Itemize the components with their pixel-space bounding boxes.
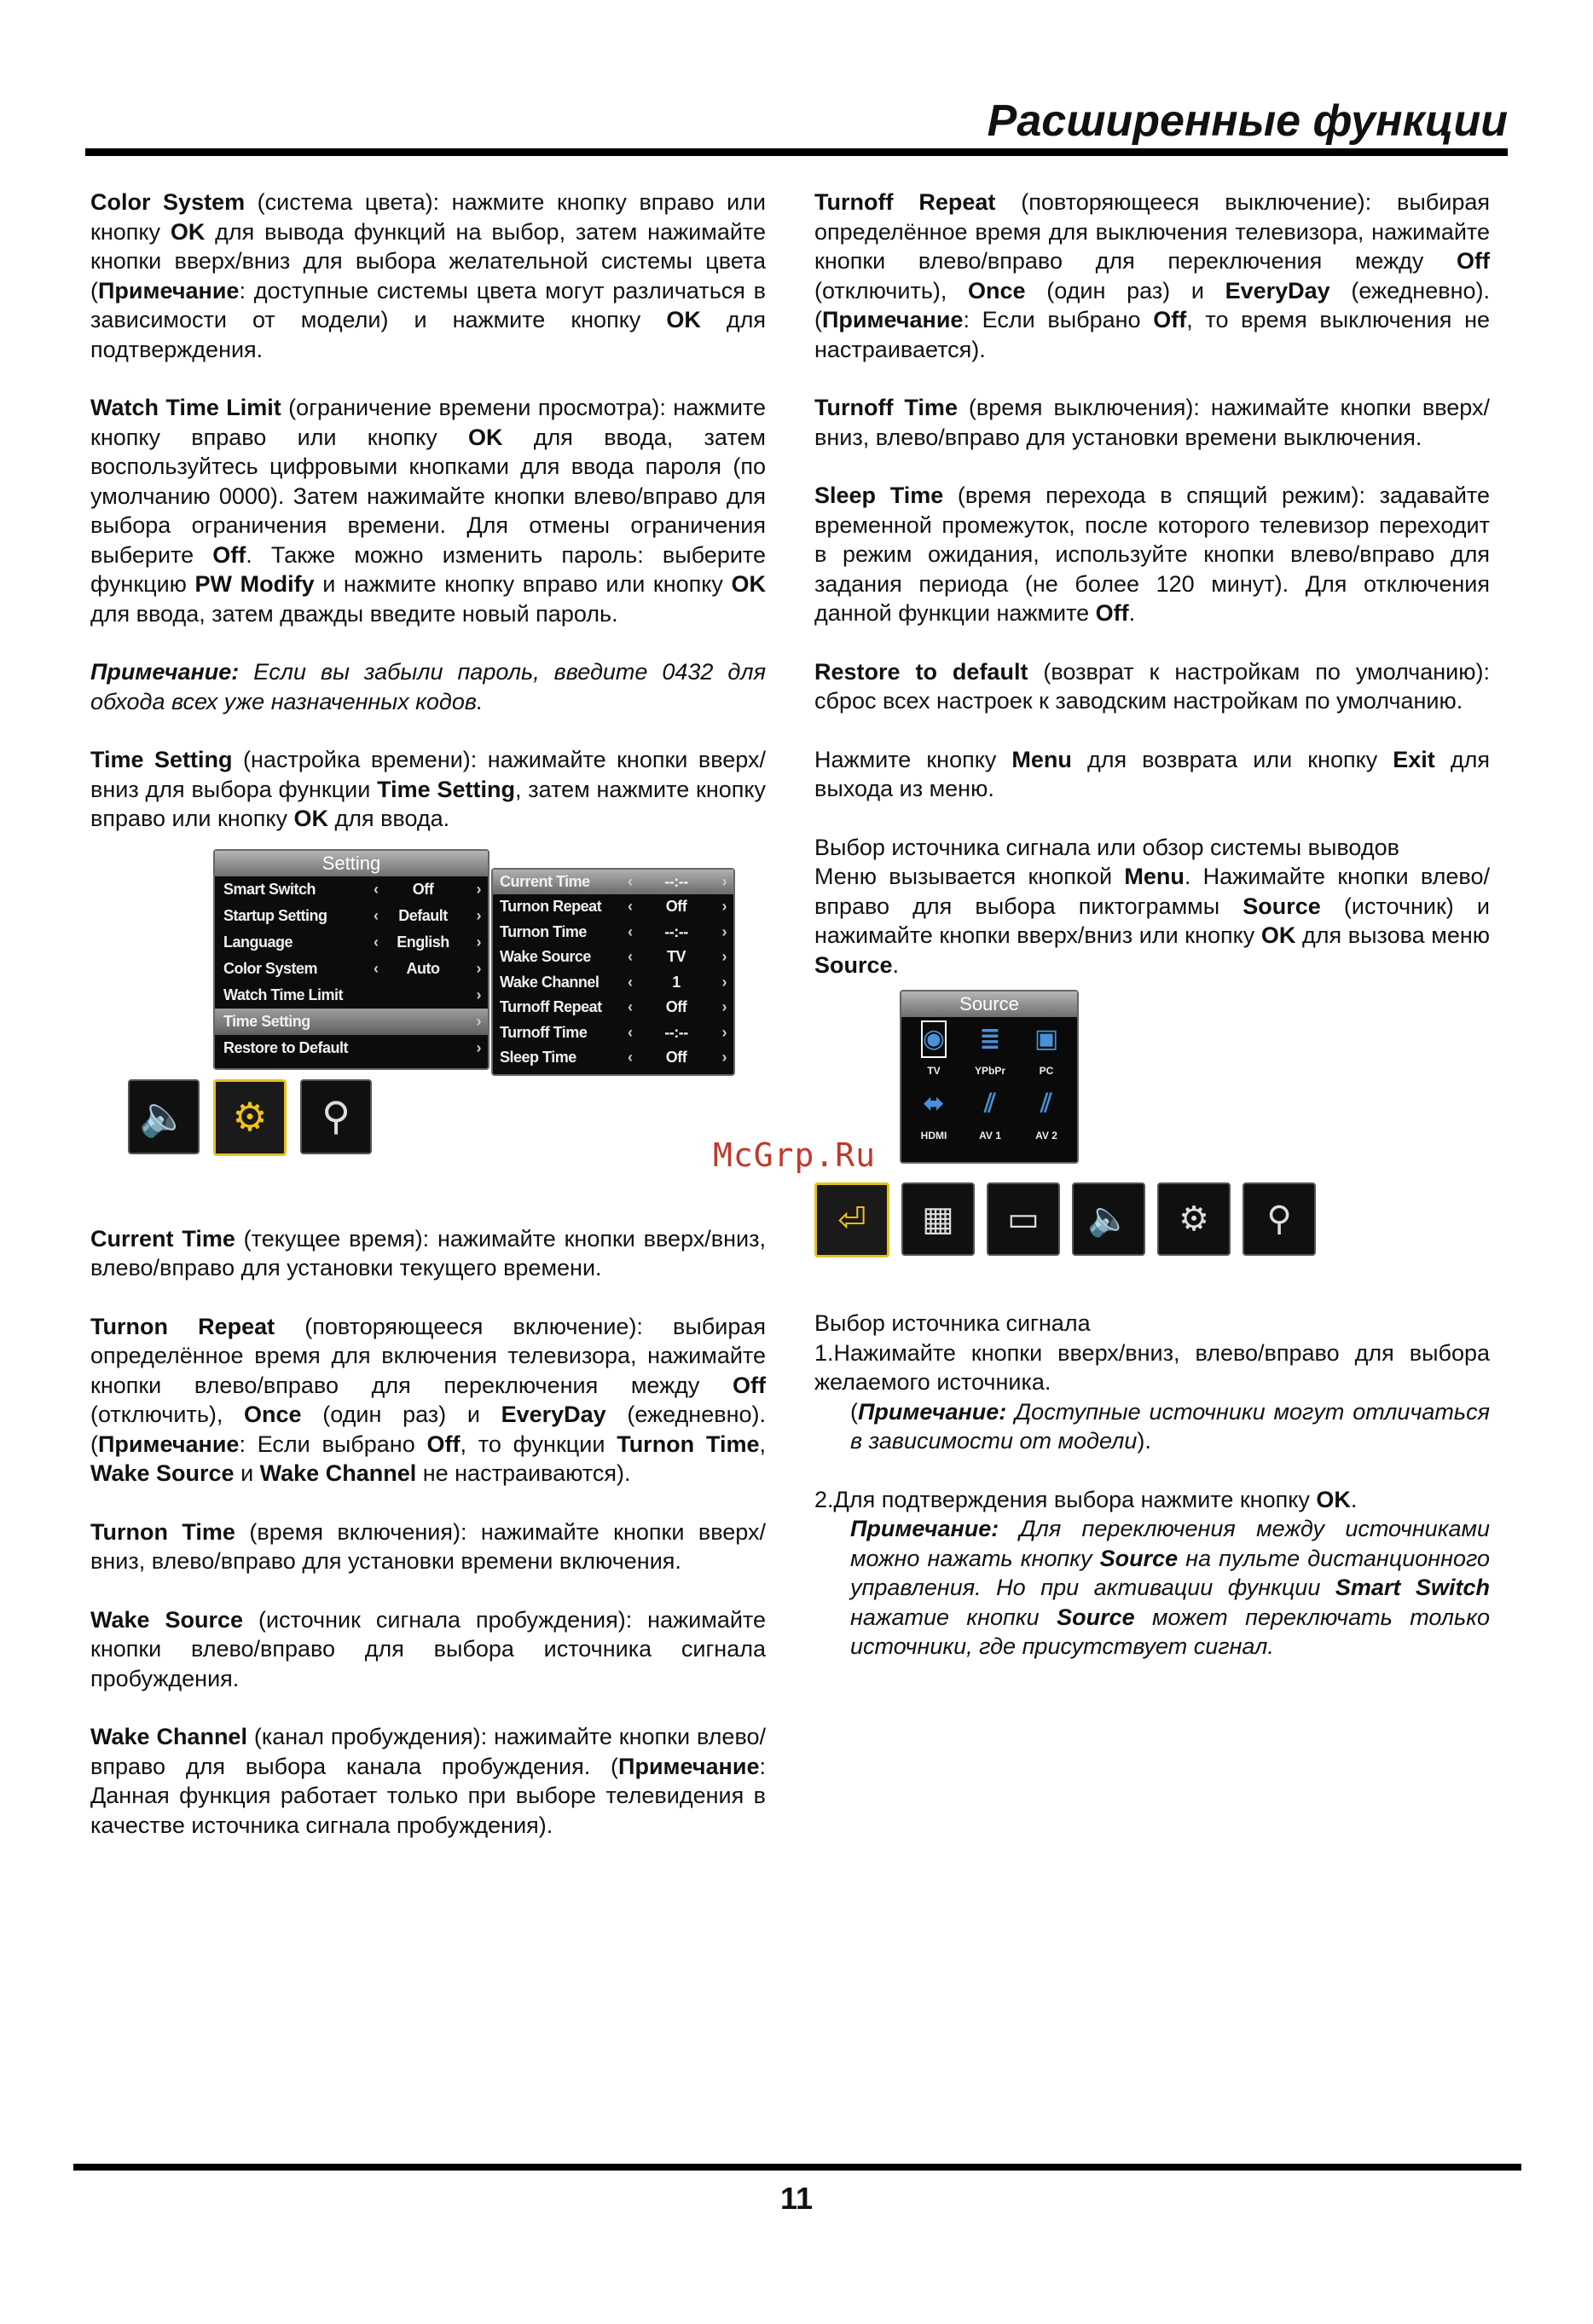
text: (настройка времени): нажимайте кнопки вверх/вниз для выбора функции bbox=[90, 747, 766, 802]
time-menu-item[interactable] bbox=[493, 870, 733, 895]
chevron-right-icon[interactable]: › bbox=[721, 872, 727, 890]
note-label: Примечание bbox=[98, 277, 240, 304]
setting-menu-item[interactable] bbox=[215, 903, 488, 929]
source-option[interactable] bbox=[1021, 1090, 1072, 1150]
chevron-right-icon[interactable]: › bbox=[476, 933, 481, 951]
settings-gear-icon[interactable]: ⚙ bbox=[213, 1079, 287, 1156]
source-option-label: TV bbox=[927, 1064, 941, 1077]
note-label: Примечание bbox=[98, 1431, 240, 1457]
time-menu-item-label: Turnoff Repeat bbox=[500, 998, 602, 1015]
step-2 bbox=[814, 1485, 1490, 1515]
time-menu-item-value: Off bbox=[665, 1049, 687, 1066]
source-option-icon: ⫽ bbox=[1040, 1089, 1052, 1118]
chevron-left-icon[interactable]: ‹ bbox=[628, 973, 633, 991]
source-option[interactable] bbox=[964, 1090, 1016, 1150]
source-option[interactable] bbox=[908, 1090, 959, 1150]
text: (повторяющееся включение): выбирая определённое время для включения телевизора, нажимайте кнопки влево/вправо для переключения между bbox=[90, 1313, 767, 1398]
setting-panel bbox=[213, 849, 489, 1070]
text: (текущее время): нажимайте кнопки вверх/вниз, влево/вправо для установки текущего времени. bbox=[90, 1225, 766, 1281]
chevron-right-icon[interactable]: › bbox=[721, 922, 727, 940]
setting-menu-screenshot bbox=[90, 849, 766, 1199]
key: Source bbox=[814, 951, 893, 978]
step-number: 2. bbox=[814, 1486, 834, 1512]
time-menu-item[interactable] bbox=[493, 1045, 733, 1071]
setting-menu-item-value: English bbox=[397, 933, 449, 951]
source-select-heading: Выбор источника сигнала bbox=[814, 1310, 1091, 1336]
time-menu-item-label: Wake Channel bbox=[500, 973, 600, 991]
key: OK bbox=[293, 806, 328, 831]
text: (отключить), bbox=[90, 1402, 245, 1427]
chevron-right-icon[interactable]: › bbox=[476, 959, 481, 977]
key: OK bbox=[666, 307, 701, 332]
step-1-note bbox=[814, 1397, 1490, 1456]
sound-icon[interactable]: 🔈 bbox=[128, 1079, 200, 1154]
chevron-left-icon[interactable]: ‹ bbox=[628, 948, 633, 965]
text: Доступные источники могут отличаться в зависимости от модели bbox=[850, 1398, 1490, 1454]
setting-menu-item-label: Language bbox=[223, 933, 293, 951]
source-option-icon: ◉ bbox=[923, 1022, 945, 1056]
color-system-paragraph bbox=[90, 188, 766, 364]
source-grid bbox=[901, 1017, 1077, 1159]
source-option-label: YPbPr bbox=[974, 1064, 1005, 1077]
note-label: Примечание: bbox=[90, 659, 240, 685]
chevron-right-icon[interactable]: › bbox=[721, 973, 727, 991]
key: OK bbox=[731, 571, 766, 597]
text: : Если выбрано bbox=[963, 307, 1154, 332]
setting-menu-item[interactable] bbox=[215, 1009, 488, 1035]
settings-gear-icon[interactable]: ⚙ bbox=[1157, 1182, 1231, 1256]
turnon-time-paragraph bbox=[90, 1518, 766, 1576]
time-menu-item-label: Current Time bbox=[500, 872, 590, 890]
text: может переключать только источники, где присутствует сигнал. bbox=[850, 1604, 1490, 1659]
note-label: Примечание: bbox=[850, 1516, 999, 1541]
source-menu-screenshot bbox=[814, 990, 1490, 1288]
text: (источник сигнала пробуждения): нажимайте кнопки влево/вправо для выбора источника сигнала пробуждения. bbox=[90, 1606, 766, 1691]
screen-icon[interactable]: ▭ bbox=[987, 1182, 1060, 1256]
time-menu-item[interactable] bbox=[493, 920, 733, 945]
sound-icon[interactable]: 🔈 bbox=[1072, 1182, 1145, 1256]
text: нажатие кнопки bbox=[850, 1604, 1057, 1630]
key: Source bbox=[1057, 1604, 1135, 1630]
note-label: Примечание bbox=[618, 1753, 760, 1779]
key: EveryDay bbox=[501, 1402, 606, 1427]
chevron-right-icon[interactable]: › bbox=[476, 1038, 481, 1056]
top-rule bbox=[85, 148, 1508, 156]
time-menu-item[interactable] bbox=[493, 995, 733, 1020]
key: OK bbox=[1316, 1486, 1351, 1512]
text: (один раз) и bbox=[1025, 277, 1225, 304]
text: и нажмите кнопку вправо или кнопку bbox=[314, 571, 732, 597]
time-menu-item[interactable] bbox=[493, 1020, 733, 1046]
chevron-right-icon[interactable]: › bbox=[721, 1023, 727, 1041]
source-option-label: AV 2 bbox=[1035, 1129, 1057, 1142]
time-menu-item-value: --:-- bbox=[664, 1023, 688, 1041]
term: Restore to default bbox=[814, 658, 1028, 685]
text: , bbox=[759, 1431, 766, 1457]
key: Off bbox=[426, 1431, 461, 1457]
text: . Нажимайте кнопки влево/вправо для выбора пиктограммы bbox=[814, 864, 1490, 919]
text: . bbox=[1128, 600, 1136, 626]
setting-menu-item[interactable] bbox=[215, 982, 488, 1009]
text: . bbox=[892, 951, 900, 978]
wake-channel-paragraph bbox=[90, 1722, 766, 1840]
chevron-right-icon[interactable]: › bbox=[721, 998, 727, 1015]
text: не настраиваются). bbox=[416, 1460, 631, 1486]
source-option[interactable] bbox=[1021, 1026, 1072, 1085]
text: ( bbox=[850, 1398, 858, 1425]
setting-menu-item-label: Startup Setting bbox=[223, 906, 327, 924]
source-option-label: AV 1 bbox=[979, 1129, 1001, 1142]
setting-menu-item-label: Restore to Default bbox=[223, 1038, 349, 1056]
wake-source-paragraph bbox=[90, 1605, 766, 1694]
text: для ввода, затем дважды введите новый пароль. bbox=[90, 600, 618, 627]
text: для вызова меню bbox=[1295, 922, 1490, 948]
key: PW Modify bbox=[194, 571, 315, 597]
text: (ограничение времени просмотра): нажмите кнопку вправо или кнопку bbox=[90, 395, 766, 450]
text: (повторяющееся выключение): выбирая определённое время для выключения телевизора, нажимайте кнопки влево/вправо для переключения между bbox=[814, 189, 1490, 274]
key: Once bbox=[968, 277, 1026, 304]
key: EveryDay bbox=[1225, 277, 1330, 304]
text: Меню вызывается кнопкой bbox=[814, 864, 1125, 889]
time-menu-item-value: --:-- bbox=[664, 922, 688, 940]
text: Если вы забыли пароль, введите 0432 для обхода всех уже назначенных кодов. bbox=[90, 659, 766, 714]
time-menu-item-value: 1 bbox=[672, 973, 681, 991]
search-icon[interactable]: ⚲ bbox=[1243, 1182, 1316, 1256]
turnon-repeat-paragraph bbox=[90, 1312, 766, 1489]
source-panel bbox=[900, 990, 1079, 1164]
note-label: Примечание bbox=[822, 307, 964, 332]
time-setting-panel bbox=[491, 868, 735, 1076]
restore-paragraph bbox=[814, 657, 1490, 716]
time-menu-item-label: Turnoff Time bbox=[500, 1023, 588, 1041]
term: Sleep Time bbox=[814, 483, 944, 508]
sleep-time-paragraph bbox=[814, 481, 1490, 628]
setting-menu-item-label: Time Setting bbox=[223, 1012, 310, 1030]
term: Turnon Repeat bbox=[90, 1313, 275, 1339]
text: (время включения): нажимайте кнопки вверх/вниз, влево/вправо для установки времени включения. bbox=[90, 1518, 767, 1574]
text: , то время выключения не настраивается). bbox=[814, 307, 1490, 362]
term: Turnon Time bbox=[90, 1518, 235, 1545]
source-option[interactable] bbox=[908, 1026, 959, 1085]
source-option-icon: ⫽ bbox=[984, 1089, 996, 1118]
key: Off bbox=[1095, 600, 1129, 626]
page-title: Расширенные функции bbox=[987, 96, 1508, 146]
watch-time-paragraph bbox=[90, 393, 766, 628]
chevron-right-icon[interactable]: › bbox=[476, 1012, 481, 1030]
key: Menu bbox=[1011, 746, 1072, 772]
text: . bbox=[1350, 1486, 1358, 1512]
text: Нажимайте кнопки вверх/вниз, влево/вправо для выбора желаемого источника. bbox=[814, 1339, 1490, 1395]
setting-menu-item-value: Off bbox=[412, 880, 434, 898]
text: (ежедневно). ( bbox=[90, 1402, 766, 1457]
time-menu-item[interactable] bbox=[493, 970, 733, 996]
chevron-right-icon[interactable]: › bbox=[476, 906, 481, 924]
setting-rows bbox=[215, 876, 488, 1061]
key: Smart Switch bbox=[1335, 1575, 1490, 1600]
text: . Также можно изменить пароль: выберите функцию bbox=[90, 541, 767, 597]
key: Turnon Time bbox=[617, 1431, 760, 1457]
chevron-left-icon[interactable]: ‹ bbox=[628, 1023, 633, 1041]
term: Wake Source bbox=[90, 1606, 244, 1633]
text: (система цвета): нажмите кнопку вправо или кнопку bbox=[90, 189, 766, 245]
step-number: 1. bbox=[814, 1339, 834, 1366]
time-menu-item-value: --:-- bbox=[664, 872, 688, 890]
chevron-left-icon[interactable]: ‹ bbox=[374, 959, 379, 977]
note-label: Примечание: bbox=[858, 1398, 1007, 1425]
key: Exit bbox=[1393, 746, 1435, 772]
chevron-right-icon[interactable]: › bbox=[721, 898, 727, 915]
key: Off bbox=[733, 1372, 766, 1398]
time-menu-item-value: TV bbox=[666, 948, 686, 965]
text: Для подтверждения выбора нажмите кнопку bbox=[833, 1486, 1317, 1512]
time-rows bbox=[493, 870, 733, 1071]
text: для ввода, затем воспользуйтесь цифровыми кнопками для ввода пароля (по умолчанию 0000). Затем нажимайте кнопки влево/вправо для выбора ограничения времени. Для отмены ограничения выберите bbox=[90, 424, 766, 568]
time-menu-item-value: Off bbox=[665, 898, 687, 915]
page-number: 11 bbox=[779, 2181, 814, 2216]
left-column bbox=[90, 188, 766, 1869]
key: OK bbox=[170, 218, 206, 245]
chevron-left-icon[interactable]: ‹ bbox=[628, 898, 633, 915]
setting-panel-title: Setting bbox=[215, 851, 488, 876]
text: (источник) и нажимайте кнопки вверх/вниз или кнопку bbox=[814, 893, 1490, 948]
text: Для переключения между источниками можно нажать кнопку bbox=[850, 1516, 1490, 1571]
right-column bbox=[814, 188, 1490, 1691]
source-option-label: PC bbox=[1039, 1064, 1054, 1077]
setting-menu-item-label: Smart Switch bbox=[223, 880, 316, 898]
chevron-left-icon[interactable]: ‹ bbox=[628, 998, 633, 1015]
chevron-left-icon[interactable]: ‹ bbox=[628, 1049, 633, 1066]
text: ). bbox=[1137, 1428, 1151, 1454]
time-setting-paragraph bbox=[90, 745, 766, 834]
watermark: McGrp.Ru bbox=[713, 1136, 877, 1174]
menu-exit-paragraph bbox=[814, 745, 1490, 804]
key: Menu bbox=[1124, 864, 1185, 889]
chevron-left-icon[interactable]: ‹ bbox=[628, 922, 633, 940]
text: для подтверждения. bbox=[90, 307, 766, 362]
setting-menu-item-value: Auto bbox=[406, 959, 440, 977]
bottom-rule bbox=[73, 2164, 1521, 2171]
source-option[interactable] bbox=[964, 1026, 1016, 1085]
search-icon[interactable]: ⚲ bbox=[300, 1079, 372, 1154]
text: (отключить), bbox=[814, 277, 969, 304]
term: Time Setting bbox=[90, 747, 233, 772]
term: Turnoff Repeat bbox=[814, 189, 996, 215]
text: (канал пробуждения): нажимайте кнопки влево/вправо для выбора канала пробуждения. ( bbox=[90, 1724, 767, 1779]
chevron-left-icon[interactable]: ‹ bbox=[374, 906, 379, 924]
source-select-section bbox=[814, 1309, 1490, 1662]
source-icon-strip bbox=[814, 1182, 1316, 1257]
text: : Данная функция работает только при выборе телевидения в качестве источника сигнала пробуждения). bbox=[90, 1753, 766, 1838]
text: на пульте дистанционного управления. Но при активации функции bbox=[850, 1545, 1490, 1600]
setting-menu-item-value: Default bbox=[398, 906, 448, 924]
text: , затем нажмите кнопку вправо или кнопку bbox=[90, 776, 767, 831]
key: Wake Channel bbox=[259, 1460, 417, 1486]
term: Time Setting bbox=[377, 776, 515, 802]
text: для выхода из меню. bbox=[814, 746, 1491, 801]
text: для вывода функций на выбор, затем нажимайте кнопки вверх/вниз для выбора желательной системы цвета ( bbox=[90, 218, 766, 304]
chevron-right-icon[interactable]: › bbox=[476, 986, 481, 1003]
time-menu-item[interactable] bbox=[493, 945, 733, 970]
chevron-left-icon[interactable]: ‹ bbox=[374, 880, 379, 898]
key: Source bbox=[1099, 1545, 1179, 1571]
setting-menu-item[interactable] bbox=[215, 876, 488, 903]
key: OK bbox=[468, 424, 503, 450]
time-menu-item[interactable] bbox=[493, 894, 733, 920]
text: (время перехода в спящий режим): задавайте временной промежуток, после которого телевизор переходит в режим ожидания, используйте кнопки влево/вправо для задания периода (не более 120 минут). Для отключения данной функции нажмите bbox=[814, 483, 1490, 626]
key: Off bbox=[1457, 248, 1490, 274]
text: (ежедневно). ( bbox=[814, 277, 1490, 332]
source-plug-icon[interactable]: ⏎ bbox=[814, 1182, 889, 1257]
key: Off bbox=[1153, 307, 1187, 332]
key: Once bbox=[244, 1402, 302, 1427]
setting-menu-item[interactable] bbox=[215, 956, 488, 982]
text: для возврата или кнопку bbox=[1071, 746, 1393, 772]
text: и bbox=[234, 1460, 260, 1486]
source-option-icon: ▣ bbox=[1034, 1024, 1059, 1053]
picture-icon[interactable]: ▦ bbox=[901, 1182, 975, 1256]
setting-menu-item-label: Color System bbox=[223, 959, 318, 977]
text: : Если выбрано bbox=[239, 1431, 427, 1457]
setting-menu-item[interactable] bbox=[215, 1035, 488, 1061]
key: Off bbox=[212, 541, 246, 568]
text: (один раз) и bbox=[301, 1402, 501, 1427]
chevron-right-icon[interactable]: › bbox=[721, 948, 727, 965]
chevron-left-icon[interactable]: ‹ bbox=[374, 933, 379, 951]
step-1 bbox=[814, 1338, 1490, 1397]
turnoff-repeat-paragraph bbox=[814, 188, 1490, 364]
chevron-left-icon[interactable]: ‹ bbox=[628, 872, 633, 890]
time-menu-item-label: Wake Source bbox=[500, 948, 591, 965]
term: Wake Channel bbox=[90, 1724, 247, 1749]
chevron-right-icon[interactable]: › bbox=[476, 880, 481, 898]
text: , то функции bbox=[460, 1431, 617, 1457]
text: (возврат к настройкам по умолчанию): сброс всех настроек к заводским настройкам по умолчанию. bbox=[814, 658, 1490, 714]
text: (время выключения): нажимайте кнопки вверх/вниз, влево/вправо для установки времени выключения. bbox=[814, 395, 1491, 450]
text: Выбор источника сигнала или обзор системы выводов bbox=[814, 834, 1399, 860]
time-menu-item-label: Turnon Repeat bbox=[500, 898, 602, 915]
key: Wake Source bbox=[90, 1460, 235, 1486]
chevron-right-icon[interactable]: › bbox=[721, 1049, 727, 1066]
turnoff-time-paragraph bbox=[814, 393, 1490, 452]
text: : доступные системы цвета могут различаться в зависимости от модели) и нажмите кнопку bbox=[90, 277, 766, 332]
term: Color System bbox=[90, 189, 246, 215]
time-menu-item-value: Off bbox=[665, 998, 687, 1015]
time-menu-item-label: Sleep Time bbox=[500, 1049, 576, 1066]
setting-menu-item-label: Watch Time Limit bbox=[223, 986, 344, 1003]
key: Source bbox=[1243, 893, 1321, 919]
setting-menu-item[interactable] bbox=[215, 929, 488, 956]
term: Watch Time Limit bbox=[90, 395, 281, 420]
time-menu-item-label: Turnon Time bbox=[500, 922, 587, 940]
menu-icon-strip bbox=[128, 1079, 372, 1156]
password-note bbox=[90, 657, 766, 716]
source-panel-title: Source bbox=[901, 991, 1077, 1017]
current-time-paragraph bbox=[90, 1224, 766, 1283]
text: Нажмите кнопку bbox=[814, 746, 1012, 772]
source-option-icon: ≣ bbox=[979, 1024, 1001, 1053]
step-2-note bbox=[814, 1514, 1490, 1662]
term: Current Time bbox=[90, 1225, 235, 1252]
key: OK bbox=[1260, 922, 1296, 948]
source-option-label: HDMI bbox=[920, 1129, 947, 1142]
term: Turnoff Time bbox=[814, 395, 958, 420]
source-option-icon: ⬌ bbox=[923, 1089, 945, 1118]
source-intro-paragraph bbox=[814, 833, 1490, 980]
text: для ввода. bbox=[327, 806, 450, 831]
